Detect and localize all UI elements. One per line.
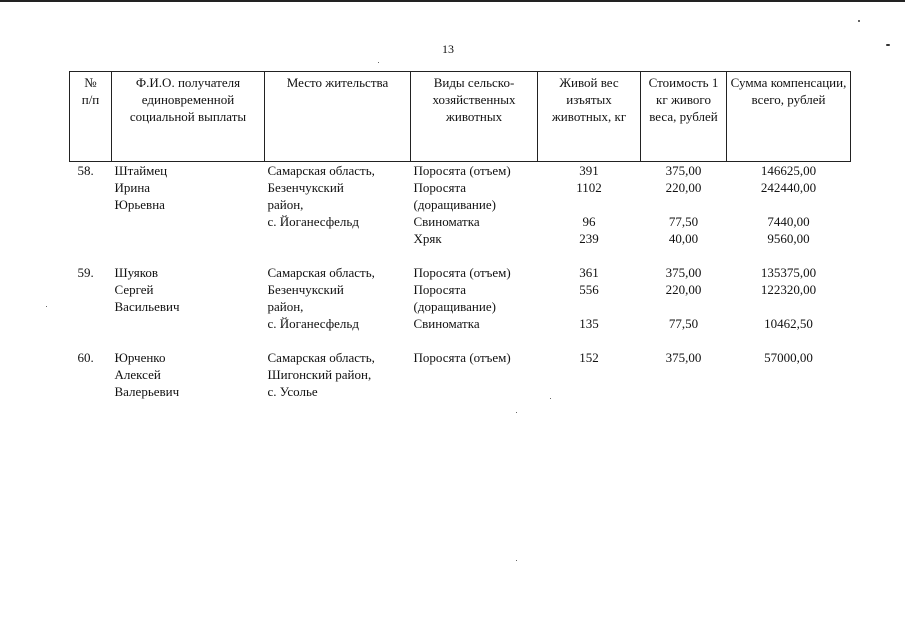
record-number — [70, 230, 112, 247]
table-row — [70, 162, 851, 180]
residence-line: с. Йоганесфельд — [267, 214, 359, 229]
record-number — [70, 281, 112, 298]
recipient-name-line: Сергей — [114, 282, 154, 297]
compensation-sum: 7440,00 — [767, 214, 810, 229]
page-number: 13 — [442, 42, 454, 56]
recipient-name-line: Шуяков — [114, 265, 159, 280]
residence-line: Самарская область, — [267, 350, 375, 365]
live-weight: 135 — [579, 316, 599, 331]
scan-speck — [858, 20, 860, 22]
table-body — [70, 162, 851, 401]
record-spacer — [70, 247, 851, 264]
cost-per-kg: 375,00 — [665, 350, 702, 365]
record-number — [70, 383, 112, 400]
live-weight: 239 — [579, 231, 599, 246]
table-row — [70, 349, 851, 366]
animal-kind: Хряк — [413, 231, 442, 246]
animal-kind: Поросята (доращивание) — [413, 282, 496, 314]
table-header-row — [70, 72, 851, 162]
table-row — [70, 281, 851, 298]
record-number: 60. — [77, 350, 94, 365]
residence-line: Самарская область, — [267, 163, 375, 178]
header-residence: Место жительства — [265, 72, 411, 162]
cost-per-kg-empty — [641, 383, 727, 400]
table-row — [70, 264, 851, 281]
header-live-weight: Живой вес изъятых животных, кг — [538, 72, 641, 162]
residence-line: Самарская область, — [267, 265, 375, 280]
table-row — [70, 366, 851, 383]
live-weight: 1102 — [576, 180, 602, 195]
record-number — [70, 366, 112, 383]
live-weight: 391 — [579, 163, 599, 178]
header-animal-kinds: Виды сельско-хозяйственных животных — [411, 72, 538, 162]
scan-speck — [516, 412, 517, 413]
compensation-sum-empty — [727, 383, 851, 400]
animal-kind-empty — [411, 383, 538, 400]
top-border-line — [0, 0, 905, 2]
compensation-sum: 242440,00 — [760, 180, 817, 195]
live-weight: 556 — [579, 282, 599, 297]
record-number: 59. — [77, 265, 94, 280]
residence-line: Безенчукский — [267, 180, 344, 195]
recipient-name-line: Васильевич — [114, 299, 180, 314]
table-row — [70, 315, 851, 332]
recipient-name-line: Алексей — [114, 367, 161, 382]
record-spacer — [70, 332, 851, 349]
table-row — [70, 383, 851, 400]
live-weight: 361 — [579, 265, 599, 280]
residence-line — [265, 230, 411, 247]
compensation-table — [69, 71, 851, 400]
compensation-sum: 57000,00 — [764, 350, 813, 365]
residence-line: с. Усолье — [267, 384, 318, 399]
record-number — [70, 179, 112, 196]
compensation-sum: 9560,00 — [767, 231, 810, 246]
scan-speck — [886, 44, 890, 46]
scan-speck — [378, 62, 379, 63]
scan-speck — [516, 560, 517, 561]
live-weight: 96 — [582, 214, 596, 229]
cost-per-kg-empty — [641, 366, 727, 383]
header-compensation-sum: Сумма компенсации, всего, рублей — [727, 72, 851, 162]
recipient-name-line: Юрченко — [114, 350, 166, 365]
recipient-name-line: Валерьевич — [114, 384, 180, 399]
animal-kind-empty — [411, 366, 538, 383]
cost-per-kg: 375,00 — [665, 265, 702, 280]
residence-line: Шигонский район, — [267, 367, 372, 382]
record-number — [70, 298, 112, 315]
animal-kind: Поросята (отъем) — [413, 350, 511, 365]
table-row — [70, 179, 851, 196]
header-recipient: Ф.И.О. получателя единовременной социальной выплаты — [112, 72, 265, 162]
header-cost-per-kg: Стоимость 1 кг живого веса, рублей — [641, 72, 727, 162]
compensation-sum-empty — [727, 366, 851, 383]
record-number — [70, 196, 112, 213]
compensation-sum: 146625,00 — [760, 163, 817, 178]
cost-per-kg: 40,00 — [668, 231, 699, 246]
recipient-name-line — [112, 230, 265, 247]
cost-per-kg: 220,00 — [665, 180, 702, 195]
header-number: № п/п — [70, 72, 112, 162]
residence-line: Безенчукский — [267, 282, 344, 297]
compensation-sum: 10462,50 — [764, 316, 813, 331]
residence-line: район, — [267, 197, 304, 212]
recipient-name-line: Ирина — [114, 180, 151, 195]
animal-kind: Свиноматка — [413, 316, 480, 331]
table-row — [70, 230, 851, 247]
cost-per-kg: 220,00 — [665, 282, 702, 297]
recipient-name-line — [112, 213, 265, 230]
animal-kind: Свиноматка — [413, 214, 480, 229]
residence-line: с. Йоганесфельд — [267, 316, 359, 331]
animal-kind: Поросята (доращивание) — [413, 180, 496, 212]
compensation-sum: 135375,00 — [760, 265, 817, 280]
live-weight-empty — [538, 366, 641, 383]
live-weight: 152 — [579, 350, 599, 365]
animal-kind: Поросята (отъем) — [413, 265, 511, 280]
cost-per-kg: 77,50 — [668, 214, 699, 229]
recipient-name-line — [112, 315, 265, 332]
recipient-name-line: Юрьевна — [114, 197, 165, 212]
cost-per-kg: 77,50 — [668, 316, 699, 331]
live-weight-empty — [538, 383, 641, 400]
scan-speck — [46, 306, 47, 307]
table-row — [70, 213, 851, 230]
record-number: 58. — [77, 163, 94, 178]
recipient-name-line: Штаймец — [114, 163, 168, 178]
compensation-sum: 122320,00 — [760, 282, 817, 297]
cost-per-kg: 375,00 — [665, 163, 702, 178]
record-number — [70, 213, 112, 230]
animal-kind: Поросята (отъем) — [413, 163, 511, 178]
residence-line: район, — [267, 299, 304, 314]
record-number — [70, 315, 112, 332]
